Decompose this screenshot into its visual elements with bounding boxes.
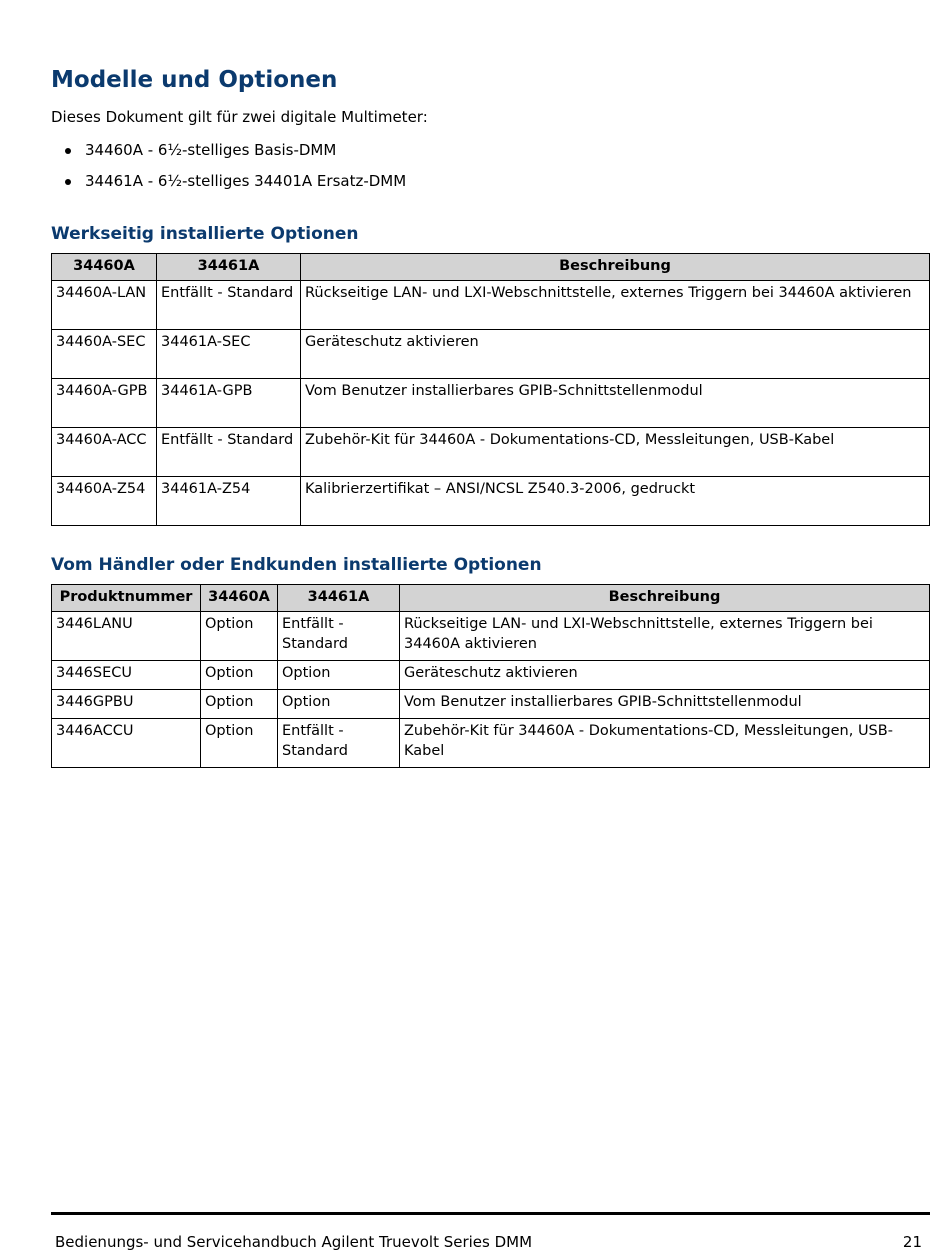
- table-row: [52, 719, 930, 768]
- table-row: [52, 330, 930, 379]
- table-row: [52, 281, 930, 330]
- table-cell: Option: [278, 690, 400, 719]
- footer-title: Bedienungs- und Servicehandbuch Agilent Truevolt Series DMM: [55, 1233, 533, 1251]
- column-header: Beschreibung: [301, 254, 930, 281]
- bullet-icon: [65, 148, 71, 154]
- table-cell: Rückseitige LAN- und LXI-Webschnittstelle, externes Triggern bei 34460A aktivieren: [301, 281, 930, 330]
- table-header-row: [52, 585, 930, 612]
- page-title: Modelle und Optionen: [51, 67, 338, 93]
- list-item: 34460A - 6½-stelliges Basis-DMM: [51, 138, 406, 169]
- column-header: Produktnummer: [52, 585, 201, 612]
- table-row: [52, 661, 930, 690]
- table-row: [52, 690, 930, 719]
- table-cell: 34460A-LAN: [52, 281, 157, 330]
- table-cell: Zubehör-Kit für 34460A - Dokumentations-CD, Messleitungen, USB-Kabel: [400, 719, 930, 768]
- table-cell: 3446LANU: [52, 612, 201, 661]
- table-row: [52, 428, 930, 477]
- factory-options-table: [51, 253, 930, 526]
- table-cell: 34460A-ACC: [52, 428, 157, 477]
- table-cell: Vom Benutzer installierbares GPIB-Schnittstellenmodul: [400, 690, 930, 719]
- table-cell: Entfällt - Standard: [157, 428, 301, 477]
- table-cell: Entfällt - Standard: [157, 281, 301, 330]
- table-cell: Vom Benutzer installierbares GPIB-Schnittstellenmodul: [301, 379, 930, 428]
- section-heading-dealer-options: Vom Händler oder Endkunden installierte Optionen: [51, 555, 542, 575]
- table-cell: 34460A-Z54: [52, 477, 157, 526]
- table-row: [52, 612, 930, 661]
- model-list: [51, 138, 406, 200]
- dealer-options-table: [51, 584, 930, 768]
- section-heading-factory-options: Werkseitig installierte Optionen: [51, 224, 359, 244]
- column-header: 34460A: [201, 585, 278, 612]
- table-cell: 34460A-GPB: [52, 379, 157, 428]
- table-cell: 34461A-Z54: [157, 477, 301, 526]
- page-number: 21: [902, 1233, 922, 1251]
- table-cell: Geräteschutz aktivieren: [400, 661, 930, 690]
- table-row: [52, 379, 930, 428]
- table-cell: Geräteschutz aktivieren: [301, 330, 930, 379]
- table-cell: Option: [201, 661, 278, 690]
- column-header: Beschreibung: [400, 585, 930, 612]
- table-cell: Option: [201, 719, 278, 768]
- column-header: 34461A: [278, 585, 400, 612]
- list-item: 34461A - 6½-stelliges 34401A Ersatz-DMM: [51, 169, 406, 200]
- table-cell: Kalibrierzertifikat – ANSI/NCSL Z540.3-2006, gedruckt: [301, 477, 930, 526]
- table-cell: 34460A-SEC: [52, 330, 157, 379]
- bullet-icon: [65, 179, 71, 185]
- table-header-row: [52, 254, 930, 281]
- table-cell: 34461A-SEC: [157, 330, 301, 379]
- table-cell: 3446ACCU: [52, 719, 201, 768]
- column-header: 34460A: [52, 254, 157, 281]
- footer-divider: [51, 1212, 930, 1215]
- table-cell: Rückseitige LAN- und LXI-Webschnittstelle, externes Triggern bei 34460A aktivieren: [400, 612, 930, 661]
- table-row: [52, 477, 930, 526]
- table-cell: 3446GPBU: [52, 690, 201, 719]
- column-header: 34461A: [157, 254, 301, 281]
- table-cell: Option: [201, 690, 278, 719]
- table-cell: Zubehör-Kit für 34460A - Dokumentations-CD, Messleitungen, USB-Kabel: [301, 428, 930, 477]
- table-cell: 3446SECU: [52, 661, 201, 690]
- table-cell: Entfällt - Standard: [278, 612, 400, 661]
- table-cell: Option: [278, 661, 400, 690]
- table-cell: Entfällt - Standard: [278, 719, 400, 768]
- intro-text: Dieses Dokument gilt für zwei digitale Multimeter:: [51, 108, 428, 126]
- table-cell: Option: [201, 612, 278, 661]
- table-cell: 34461A-GPB: [157, 379, 301, 428]
